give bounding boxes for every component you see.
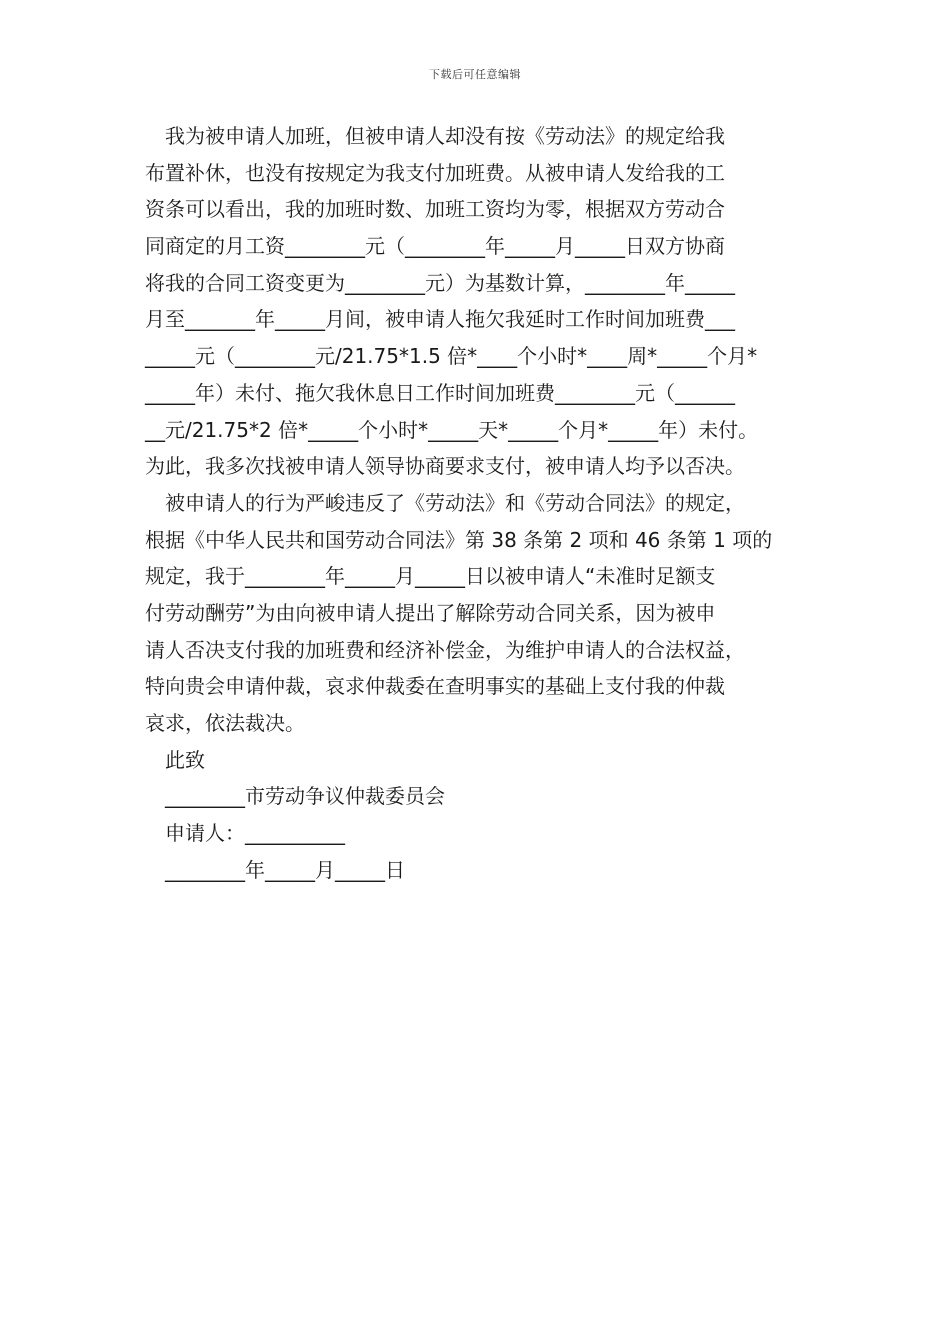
paragraph-line: 将我的合同工资变更为________元）为基数计算，________年_____ bbox=[145, 270, 735, 295]
paragraph-line: 资条可以看出，我的加班时数、加班工资均为零，根据双方劳动合 bbox=[145, 197, 725, 222]
letter-body bbox=[145, 118, 820, 888]
paragraph-line: _____年）未付、拖欠我休息日工作时间加班费________元（______ bbox=[145, 380, 735, 405]
paragraph-line: 请人否决支付我的加班费和经济补偿金，为维护申请人的合法权益， bbox=[145, 637, 745, 662]
paragraph-line: _____元（________元/21.75*1.5 倍*____个小时*____周*_____个月* bbox=[145, 344, 758, 369]
date-line: ________年_____月_____日 bbox=[165, 857, 405, 882]
page-header: 下载后可任意编辑 bbox=[429, 68, 521, 81]
paragraph-line: 哀求，依法裁决。 bbox=[145, 711, 305, 735]
paragraph-line: 特向贵会申请仲裁，哀求仲裁委在查明事实的基础上支付我的仲裁 bbox=[145, 674, 725, 699]
applicant-signature-line: 申请人：__________ bbox=[165, 821, 345, 846]
recipient-line: ________市劳动争议仲裁委员会 bbox=[165, 784, 445, 809]
paragraph-line: 规定，我于________年_____月_____日以被申请人“未准时足额支 bbox=[145, 564, 716, 589]
paragraph-line: 月至_______年_____月间，被申请人拖欠我延时工作时间加班费___ bbox=[145, 307, 735, 332]
paragraph-line: 我为被申请人加班，但被申请人却没有按《劳动法》的规定给我 bbox=[165, 124, 725, 148]
paragraph-line: __元/21.75*2 倍*_____个小时*_____天*_____个月*_____年）未付。 bbox=[145, 417, 759, 442]
paragraph-line: 同商定的月工资________元（________年_____月_____日双方协商 bbox=[145, 234, 725, 259]
paragraph-line: 被申请人的行为严峻违反了《劳动法》和《劳动合同法》的规定， bbox=[165, 490, 745, 515]
paragraph-line: 根据《中华人民共和国劳动合同法》第 38 条第 2 项和 46 条第 1 项的 bbox=[145, 527, 773, 552]
paragraph-line: 为此，我多次找被申请人领导协商要求支付，被申请人均予以否决。 bbox=[145, 454, 745, 479]
paragraph-line: 布置补休，也没有按规定为我支付加班费。从被申请人发给我的工 bbox=[145, 160, 725, 185]
paragraph-line: 付劳动酬劳”为由向被申请人提出了解除劳动合同关系，因为被申 bbox=[145, 600, 716, 625]
closing-salutation: 此致 bbox=[165, 747, 205, 772]
